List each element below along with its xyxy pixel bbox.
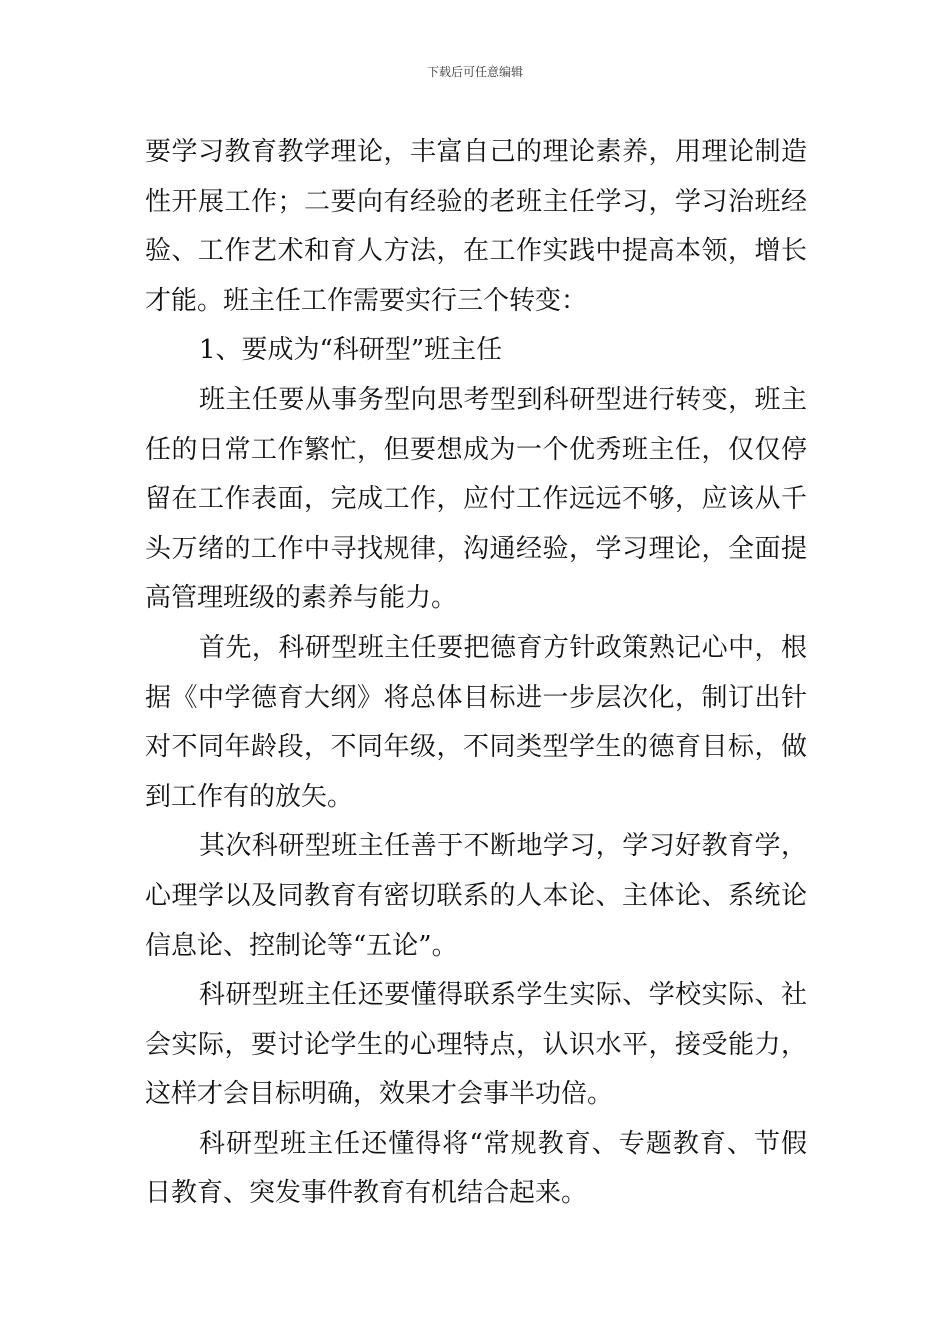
body-text xyxy=(145,128,807,1219)
paragraph: 首先，科研型班主任要把德育方针政策熟记心中，根据《中学德育大纲》将总体目标进一步层次化，制订出针对不同年龄段，不同年级，不同类型学生的德育目标，做到工作有的放矢。 xyxy=(145,632,807,812)
paragraph-continuation: 要学习教育教学理论，丰富自己的理论素养，用理论制造性开展工作；二要向有经验的老班主任学习，学习治班经验、工作艺术和育人方法，在工作实践中提高本领，增长才能。班主任工作需要实行三个转变： xyxy=(145,137,807,316)
section-heading: 1、要成为“科研型”班主任 xyxy=(199,335,503,366)
paragraph: 其次科研型班主任善于不断地学习，学习好教育学，心理学以及同教育有密切联系的人本论、主体论、系统论信息论、控制论等“五论”。 xyxy=(145,831,807,961)
paragraph: 科研型班主任还要懂得联系学生实际、学校实际、社会实际，要讨论学生的心理特点，认识水平，接受能力，这样才会目标明确，效果才会事半功倍。 xyxy=(145,980,807,1110)
paragraph: 班主任要从事务型向思考型到科研型进行转变，班主任的日常工作繁忙，但要想成为一个优秀班主任，仅仅停留在工作表面，完成工作，应付工作远远不够，应该从千头万绪的工作中寻找规律，沟通经验，学习理论，全面提高管理班级的素养与能力。 xyxy=(145,384,807,614)
paragraph: 科研型班主任还懂得将“常规教育、专题教育、节假日教育、突发事件教育有机结合起来。 xyxy=(145,1128,807,1209)
header-note: 下载后可任意编辑 xyxy=(426,65,523,79)
